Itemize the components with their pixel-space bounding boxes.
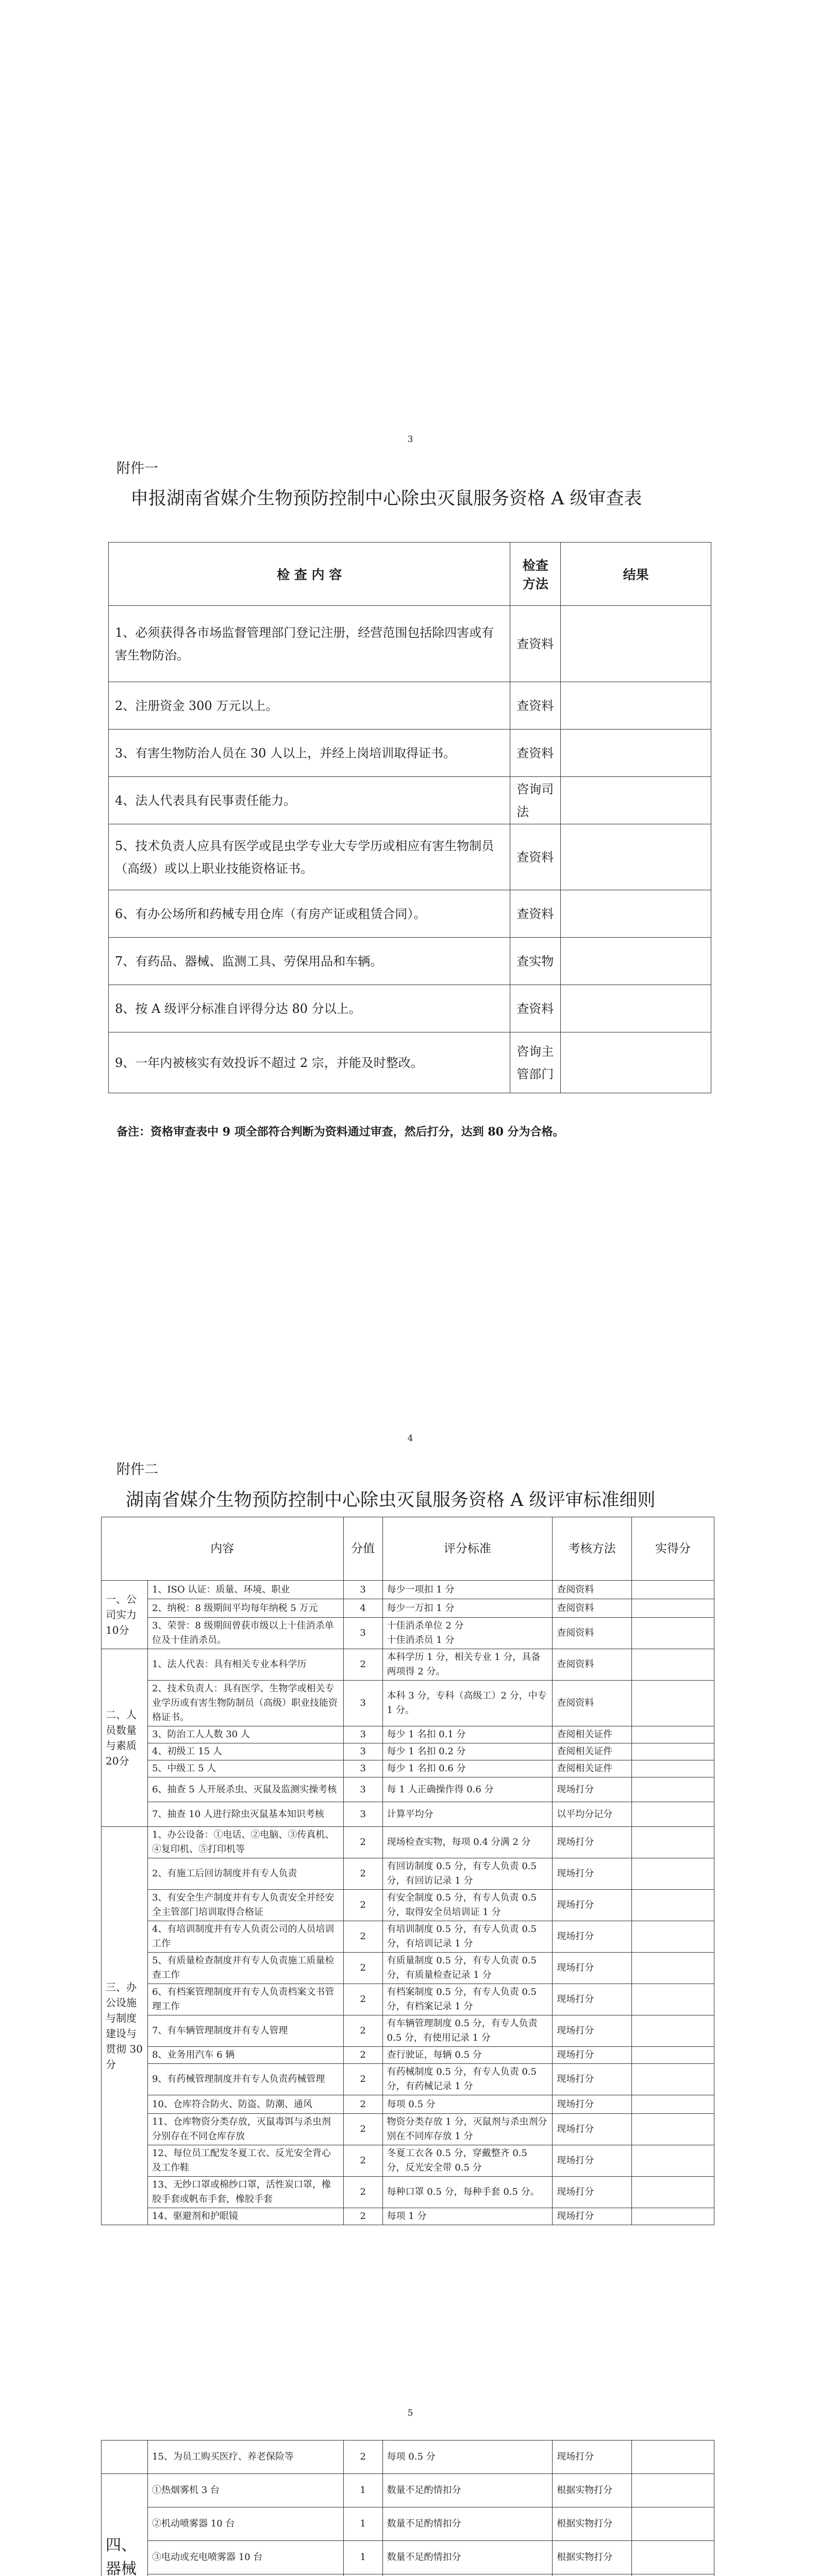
row-item: 5、中级工 5 人	[147, 1760, 343, 1777]
row-score: 4	[343, 1599, 382, 1618]
row-result	[561, 1032, 711, 1093]
row-actual	[632, 1858, 714, 1890]
table-row	[102, 2208, 714, 2225]
row-actual	[632, 2047, 714, 2064]
row-score: 2	[343, 2208, 382, 2225]
row-item: 4、初级工 15 人	[147, 1743, 343, 1760]
review-table	[108, 542, 711, 1093]
table-row	[102, 2474, 714, 2507]
row-actual	[632, 1777, 714, 1802]
header-standard: 评分标准	[382, 1517, 553, 1581]
row-result	[561, 985, 711, 1032]
table-row	[102, 1649, 714, 1681]
table-row	[102, 1599, 714, 1618]
row-content: 6、有办公场所和药械专用仓库（有房产证或租赁合同）。	[109, 890, 510, 938]
table-row	[102, 1726, 714, 1743]
row-method: 查资料	[510, 730, 561, 777]
row-score: 3	[343, 1681, 382, 1726]
row-actual	[632, 1953, 714, 1984]
table-row	[102, 2145, 714, 2177]
row-actual	[632, 1890, 714, 1921]
row-actual	[632, 1649, 714, 1681]
row-item: 6、抽查 5 人开展杀虫、灭鼠及监测实操考核	[147, 1777, 343, 1802]
row-score: 3	[343, 1802, 382, 1827]
row-score: 2	[343, 2177, 382, 2208]
row-item: 2、有施工后回访制度并有专人负责	[147, 1858, 343, 1890]
row-score: 2	[343, 1827, 382, 1858]
row-item: 1、办公设备：①电话、②电脑、③传真机、④复印机、⑤打印机等	[147, 1827, 343, 1858]
row-actual	[632, 1581, 714, 1599]
row-method: 以平均分记分	[553, 1802, 632, 1827]
table-row	[102, 1581, 714, 1599]
row-method: 现场打分	[553, 2441, 632, 2474]
row-item: 3、防治工人人数 30 人	[147, 1726, 343, 1743]
row-score: 1	[343, 2474, 382, 2507]
table-row	[109, 730, 711, 777]
row-item: 2、纳税：8 级期间平均每年纳税 5 万元	[147, 1599, 343, 1618]
row-method: 查阅相关证件	[553, 1760, 632, 1777]
row-method: 现场打分	[553, 2095, 632, 2114]
row-actual	[632, 2507, 714, 2541]
table-row	[102, 1760, 714, 1777]
row-method: 根据实物打分	[553, 2541, 632, 2574]
row-actual	[632, 2015, 714, 2047]
row-method: 现场打分	[553, 1984, 632, 2015]
table-header	[109, 543, 711, 606]
header-result: 结果	[561, 543, 711, 606]
row-method: 现场打分	[553, 1921, 632, 1953]
row-actual	[632, 1827, 714, 1858]
row-standard: 十佳消杀单位 2 分 十佳消杀员 1 分	[382, 1618, 553, 1649]
row-score: 3	[343, 1581, 382, 1599]
category-cell: 三、办公设施与制度建设与贯彻 30分	[102, 1827, 148, 2225]
table-row	[102, 1953, 714, 1984]
row-item: 4、有培训制度并有专人负责公司的人员培训工作	[147, 1921, 343, 1953]
row-item: ③电动或充电喷雾器 10 台	[147, 2541, 343, 2574]
table-row	[102, 2114, 714, 2145]
row-actual	[632, 2574, 714, 2576]
row-item	[147, 2574, 343, 2576]
row-item: ①热烟雾机 3 台	[147, 2474, 343, 2507]
row-method: 咨询主管部门	[510, 1032, 561, 1093]
row-method: 现场打分	[553, 2177, 632, 2208]
row-actual	[632, 1760, 714, 1777]
row-method: 查资料	[510, 606, 561, 682]
row-score: 3	[343, 1760, 382, 1777]
row-score: 1	[343, 2507, 382, 2541]
row-method: 现场打分	[553, 1827, 632, 1858]
row-method: 查资料	[510, 682, 561, 730]
row-content: 2、注册资金 300 万元以上。	[109, 682, 510, 730]
row-item: 3、有安全生产制度并有专人负责安全并经安全主管部门培训取得合格证	[147, 1890, 343, 1921]
row-standard: 有药械制度 0.5 分，有专人负责 0.5 分，有药械记录 1 分	[382, 2064, 553, 2095]
row-actual	[632, 2095, 714, 2114]
row-standard: 每少 1 名扣 0.2 分	[382, 1743, 553, 1760]
row-result	[561, 824, 711, 890]
table-row	[109, 938, 711, 985]
row-method: 现场打分	[553, 2114, 632, 2145]
row-method: 查阅资料	[553, 1581, 632, 1599]
row-standard: 每项 0.5 分	[382, 2441, 553, 2474]
row-method: 现场打分	[553, 2015, 632, 2047]
category-cell: 四、器械	[102, 2474, 148, 2576]
row-item: 14、驱避剂和护眼镜	[147, 2208, 343, 2225]
table-row	[102, 1681, 714, 1726]
annex-label: 附件二	[116, 1462, 158, 1478]
annex-label: 附件一	[116, 461, 158, 477]
row-content: 4、法人代表具有民事责任能力。	[109, 777, 510, 824]
table-row	[102, 2541, 714, 2574]
table-row	[102, 2015, 714, 2047]
row-actual	[632, 1618, 714, 1649]
row-method: 现场打分	[553, 1858, 632, 1890]
row-method: 查资料	[510, 824, 561, 890]
row-actual	[632, 2145, 714, 2177]
row-score: 2	[343, 1890, 382, 1921]
page-number: 5	[407, 2408, 413, 2418]
row-standard: 每少 1 名扣 0.1 分	[382, 1726, 553, 1743]
row-score: 2	[343, 1649, 382, 1681]
table-row	[102, 2507, 714, 2541]
row-standard: 查行驶证，每辆 0.5 分	[382, 2047, 553, 2064]
row-standard: 每 1 人正确操作得 0.6 分	[382, 1777, 553, 1802]
row-standard: 有回访制度 0.5 分，有专人负责 0.5 分，有回访记录 1 分	[382, 1858, 553, 1890]
row-score	[343, 2574, 382, 2576]
row-item: 3、荣誉：8 级期间曾获市级以上十佳消杀单位及十佳消杀员。	[147, 1618, 343, 1649]
table-row	[102, 2441, 714, 2474]
document-title: 申报湖南省媒介生物预防控制中心除虫灭鼠服务资格 A 级审查表	[130, 488, 642, 509]
row-method: 现场打分	[553, 2064, 632, 2095]
row-standard: 有培训制度 0.5 分，有专人负责 0.5 分，有培训记录 1 分	[382, 1921, 553, 1953]
table-row	[102, 1777, 714, 1802]
row-item: 10、仓库符合防火、防盗、防潮、通风	[147, 2095, 343, 2114]
table-row	[102, 1858, 714, 1890]
row-method: 现场打分	[553, 2208, 632, 2225]
table-row	[102, 1984, 714, 2015]
row-actual	[632, 2474, 714, 2507]
row-method: 查阅相关证件	[553, 1743, 632, 1760]
table-row	[102, 2177, 714, 2208]
criteria-table-continued	[101, 2440, 714, 2576]
row-score: 3	[343, 1618, 382, 1649]
row-method: 现场打分	[553, 2145, 632, 2177]
row-score: 2	[343, 2441, 382, 2474]
table-row	[102, 1743, 714, 1760]
row-item: 6、有档案管理制度并有专人负责档案文书管理工作	[147, 1984, 343, 2015]
row-result	[561, 890, 711, 938]
row-standard: 有安全制度 0.5 分，有专人负责 0.5 分，取得安全员培训证 1 分	[382, 1890, 553, 1921]
row-score: 3	[343, 1726, 382, 1743]
row-content: 9、一年内被核实有效投诉不超过 2 宗，并能及时整改。	[109, 1032, 510, 1093]
table-row	[102, 1618, 714, 1649]
row-standard: 每少 1 名扣 0.6 分	[382, 1760, 553, 1777]
row-score: 2	[343, 2095, 382, 2114]
row-item: 7、有车辆管理制度并有专人管理	[147, 2015, 343, 2047]
row-method: 查阅资料	[553, 1681, 632, 1726]
table-row	[102, 2064, 714, 2095]
row-standard: 物资分类存放 1 分，灭鼠剂与杀虫剂分别在不同库存放 1 分	[382, 2114, 553, 2145]
row-actual	[632, 1726, 714, 1743]
row-item: 15、为员工购买医疗、养老保险等	[147, 2441, 343, 2474]
row-result	[561, 938, 711, 985]
row-item: 13、无纱口罩或棉纱口罩，活性炭口罩，橡胶手套或帆布手套，橡胶手套	[147, 2177, 343, 2208]
document-title: 湖南省媒介生物预防控制中心除虫灭鼠服务资格 A 级评审标准细则	[126, 1490, 656, 1511]
row-actual	[632, 2114, 714, 2145]
criteria-table	[101, 1517, 714, 2225]
row-method: 现场打分	[553, 2047, 632, 2064]
row-content: 3、有害生物防治人员在 30 人以上，并经上岗培训取得证书。	[109, 730, 510, 777]
page-number: 3	[407, 434, 413, 445]
row-item: 5、有质量检查制度并有专人负责施工质量检查工作	[147, 1953, 343, 1984]
category-cell: 一、公司实力 10分	[102, 1581, 148, 1649]
row-method: 根据实物打分	[553, 2474, 632, 2507]
row-method: 查阅相关证件	[553, 1726, 632, 1743]
row-score: 2	[343, 2047, 382, 2064]
header-content: 检 查 内 容	[109, 543, 510, 606]
row-item: 8、业务用汽车 6 辆	[147, 2047, 343, 2064]
row-content: 1、必须获得各市场监督管理部门登记注册，经营范围包括除四害或有害生物防治。	[109, 606, 510, 682]
row-actual	[632, 2208, 714, 2225]
table-row	[109, 682, 711, 730]
row-method: 查阅资料	[553, 1649, 632, 1681]
row-method: 查实物	[510, 938, 561, 985]
row-result	[561, 682, 711, 730]
row-actual	[632, 1681, 714, 1726]
row-score: 3	[343, 1777, 382, 1802]
row-score: 1	[343, 2541, 382, 2574]
row-actual	[632, 2441, 714, 2474]
row-standard: 每项 1 分	[382, 2208, 553, 2225]
row-standard: 本科 3 分，专科（高级工）2 分，中专 1 分。	[382, 1681, 553, 1726]
table-row	[102, 1890, 714, 1921]
row-result	[561, 730, 711, 777]
row-actual	[632, 1802, 714, 1827]
row-content: 7、有药品、器械、监测工具、劳保用品和车辆。	[109, 938, 510, 985]
row-score: 2	[343, 2064, 382, 2095]
row-standard: 冬夏工衣各 0.5 分，穿戴整齐 0.5 分，反光安全带 0.5 分	[382, 2145, 553, 2177]
row-method: 根据实物打分	[553, 2507, 632, 2541]
table-row	[109, 890, 711, 938]
row-standard: 数量不足酌情扣分	[382, 2541, 553, 2574]
table-row	[109, 985, 711, 1032]
table-row	[102, 1802, 714, 1827]
table-row	[102, 1827, 714, 1858]
review-note: 备注：资格审查表中 9 项全部符合判断为资料通过审查，然后打分，达到 80 分为合格。	[116, 1125, 564, 1139]
row-method: 现场打分	[553, 1777, 632, 1802]
row-actual	[632, 1743, 714, 1760]
row-standard: 数量不足酌情扣分	[382, 2507, 553, 2541]
row-standard: 每项 0.5 分	[382, 2095, 553, 2114]
table-header	[102, 1517, 714, 1581]
row-score: 2	[343, 2015, 382, 2047]
row-standard: 数量不足酌情扣分	[382, 2474, 553, 2507]
row-method: 现场打分	[553, 1953, 632, 1984]
row-standard: 每种口罩 0.5 分，每种手套 0.5 分。	[382, 2177, 553, 2208]
header-method: 检查方法	[510, 543, 561, 606]
row-result	[561, 606, 711, 682]
row-standard: 有质量制度 0.5 分，有专人负责 0.5 分，有质量检查记录 1 分	[382, 1953, 553, 1984]
row-standard	[382, 2574, 553, 2576]
row-method: 现场打分	[553, 1890, 632, 1921]
row-standard: 有车辆管理制度 0.5 分，有专人负责 0.5 分，有使用记录 1 分	[382, 2015, 553, 2047]
table-row	[109, 824, 711, 890]
row-method: 咨询司法	[510, 777, 561, 824]
table-row	[102, 1921, 714, 1953]
row-item: 2、技术负责人：具有医学、生物学或相关专业学历或有害生物防制员（高级）职业技能资格证书。	[147, 1681, 343, 1726]
row-standard: 每少一万扣 1 分	[382, 1599, 553, 1618]
row-item: 9、有药械管理制度并有专人负责药械管理	[147, 2064, 343, 2095]
header-actual: 实得分	[632, 1517, 714, 1581]
table-row	[102, 2574, 714, 2576]
row-content: 8、按 A 级评分标准自评得分达 80 分以上。	[109, 985, 510, 1032]
row-item: ②机动喷雾器 10 台	[147, 2507, 343, 2541]
row-method: 查阅资料	[553, 1599, 632, 1618]
row-score: 2	[343, 1984, 382, 2015]
row-standard: 有档案制度 0.5 分，有专人负责 0.5 分，有档案记录 1 分	[382, 1984, 553, 2015]
row-item: 1、法人代表：具有相关专业本科学历	[147, 1649, 343, 1681]
row-item: 1、ISO 认证：质量、环境、职业	[147, 1581, 343, 1599]
table-row	[109, 1032, 711, 1093]
header-content: 内容	[102, 1517, 344, 1581]
row-actual	[632, 1599, 714, 1618]
table-row	[102, 2047, 714, 2064]
row-item: 12、每位员工配发冬夏工衣、反光安全背心及工作鞋	[147, 2145, 343, 2177]
row-method	[553, 2574, 632, 2576]
row-content: 5、技术负责人应具有医学或昆虫学专业大专学历或相应有害生物制员（高级）或以上职业技能资格证书。	[109, 824, 510, 890]
category-cell: 二、人员数量与素质 20分	[102, 1649, 148, 1827]
table-row	[102, 2095, 714, 2114]
row-standard: 现场检查实物，每项 0.4 分满 2 分	[382, 1827, 553, 1858]
row-actual	[632, 2064, 714, 2095]
row-actual	[632, 1921, 714, 1953]
header-method: 考核方法	[553, 1517, 632, 1581]
row-score: 3	[343, 1743, 382, 1760]
row-standard: 计算平均分	[382, 1802, 553, 1827]
table-row	[109, 606, 711, 682]
row-actual	[632, 2177, 714, 2208]
row-result	[561, 777, 711, 824]
row-method: 查阅资料	[553, 1618, 632, 1649]
row-score: 2	[343, 1858, 382, 1890]
row-method: 查资料	[510, 985, 561, 1032]
row-method: 查资料	[510, 890, 561, 938]
row-actual	[632, 2541, 714, 2574]
header-score: 分值	[343, 1517, 382, 1581]
row-score: 2	[343, 1921, 382, 1953]
page-number: 4	[407, 1433, 413, 1444]
row-standard: 每少一项扣 1 分	[382, 1581, 553, 1599]
row-item: 7、抽查 10 人进行除虫灭鼠基本知识考核	[147, 1802, 343, 1827]
row-standard: 本科学历 1 分，相关专业 1 分，具备两项得 2 分。	[382, 1649, 553, 1681]
row-score: 2	[343, 2114, 382, 2145]
row-actual	[632, 1984, 714, 2015]
row-item: 11、仓库物资分类存放，灭鼠毒饵与杀虫剂分别存在不同仓库存放	[147, 2114, 343, 2145]
row-score: 2	[343, 2145, 382, 2177]
table-row	[109, 777, 711, 824]
row-score: 2	[343, 1953, 382, 1984]
category-cell	[102, 2441, 148, 2474]
